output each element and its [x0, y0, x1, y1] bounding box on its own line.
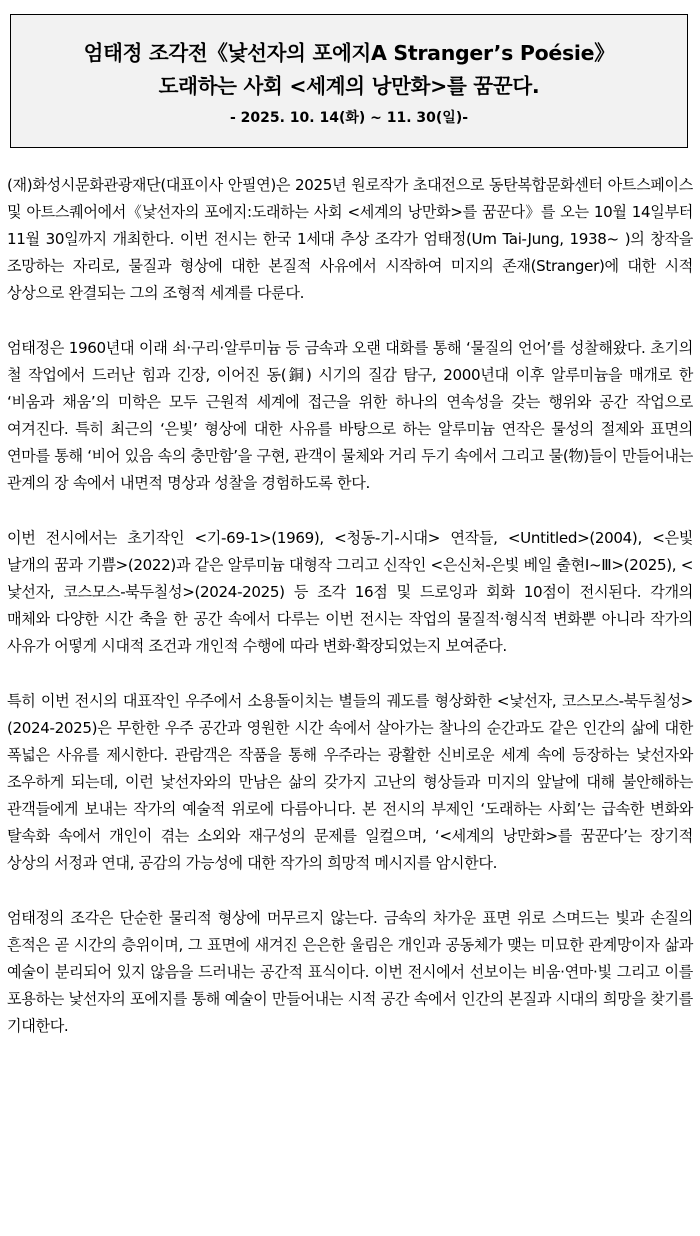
exhibition-subtitle: 도래하는 사회 <세계의 낭만화>를 꿈꾼다. [158, 74, 540, 98]
press-release-body [7, 172, 693, 1068]
paragraph-works: 이번 전시에서는 초기작인 <기-69-1>(1969), <청동-기-시대> 연작들, <Untitled>(2004), <은빛 날개의 꿈과 기쁨>(2022)과 같은 알루미늄 대형작 그리고 신작인 <은신처-은빛 베일 출현Ⅰ~Ⅲ>(2025), <낯선자, 코스모스-북두칠성>(2024-2025) 등 조각 16점 및 드로잉과 회화 10점이 전시된다. 각개의 매체와 다양한 시간 축을 한 공간 속에서 다루는 이번 전시는 작업의 물질적·형식적 변화뿐 아니라 작가의 사유가 어떻게 시대적 조건과 개인적 수행에 따라 변화·확장되었는지 보여준다. [7, 529, 693, 655]
paragraph-intro: (재)화성시문화관광재단(대표이사 안필연)은 2025년 원로작가 초대전으로 동탄복합문화센터 아트스페이스 및 아트스퀘어에서《낯선자의 포에지:도래하는 사회 <세계의 낭만화>를 꿈꾼다》를 오는 10월 14일부터 11월 30일까지 개최한다. 이번 전시는 한국 1세대 추상 조각가 엄태정(Um Tai-Jung, 1938~ )의 창작을 조망하는 자리로, 물질과 형상에 대한 본질적 사유에서 시작하여 미지의 존재(Stranger)에 대한 시적 상상으로 완결되는 그의 조형적 세계를 다룬다. [7, 176, 693, 302]
paragraph-highlight: 특히 이번 전시의 대표작인 우주에서 소용돌이치는 별들의 궤도를 형상화한 <낯선자, 코스모스-북두칠성>(2024-2025)은 무한한 우주 공간과 영원한 시간 속에서 살아가는 찰나의 순간과도 같은 인간의 삶에 대한 폭넓은 사유를 제시한다. 관람객은 작품을 통해 우주라는 광활한 신비로운 세계 속에 등장하는 낯선자와 조우하게 되는데, 이런 낯선자와의 만남은 삶의 갖가지 고난의 형상들과 미지의 앞날에 대해 불안해하는 관객들에게 보내는 작가의 예술적 위로에 다름아니다. 본 전시의 부제인 ‘도래하는 사회’는 급속한 변화와 탈속화 속에서 개인이 겪는 소외와 재구성의 문제를 일컬으며, ‘<세계의 낭만화>를 꿈꾼다’는 장기적 상상의 서정과 연대, 공감의 가능성에 대한 작가의 희망적 메시지를 암시한다. [7, 692, 693, 872]
paragraph-conclusion: 엄태정의 조각은 단순한 물리적 형상에 머무르지 않는다. 금속의 차가운 표면 위로 스며드는 빛과 손질의 흔적은 곧 시간의 층위이며, 그 표면에 새겨진 은은한 울림은 개인과 공동체가 맺는 미묘한 관계망이자 삶과 예술이 분리되어 있지 않음을 드러내는 공간적 표식이다. 이번 전시에서 선보이는 비움·연마·빛 그리고 이를 포용하는 낯선자의 포에지를 통해 예술이 만들어내는 시적 공간 속에서 인간의 본질과 시대의 희망을 찾기를 기대한다. [7, 909, 693, 1035]
title-box [10, 14, 688, 148]
paragraph-materials: 엄태정은 1960년대 이래 쇠·구리·알루미늄 등 금속과 오랜 대화를 통해 ‘물질의 언어’를 성찰해왔다. 초기의 철 작업에서 드러난 힘과 긴장, 이어진 동(銅) 시기의 질감 탐구, 2000년대 이후 알루미늄을 매개로 한 ‘비움과 채움’의 미학은 모두 근원적 세계에 접근을 위한 하나의 연속성을 갖는 행위와 공간 작업으로 여겨진다. 특히 최근의 ‘은빛’ 형상에 대한 사유를 바탕으로 하는 알루미늄 연작은 물성의 절제와 표면의 연마를 통해 ‘비어 있음 속의 충만함’을 구현, 관객이 물체와 거리 두기 속에서 그리고 물(物)들이 만들어내는 관계의 장 속에서 내면적 명상과 성찰을 경험하도록 한다. [7, 339, 693, 492]
exhibition-dates: - 2025. 10. 14(화) ~ 11. 30(일)- [229, 110, 469, 126]
exhibition-title: 엄태정 조각전《낯선자의 포에지A Stranger’s Poésie》 [83, 41, 615, 65]
